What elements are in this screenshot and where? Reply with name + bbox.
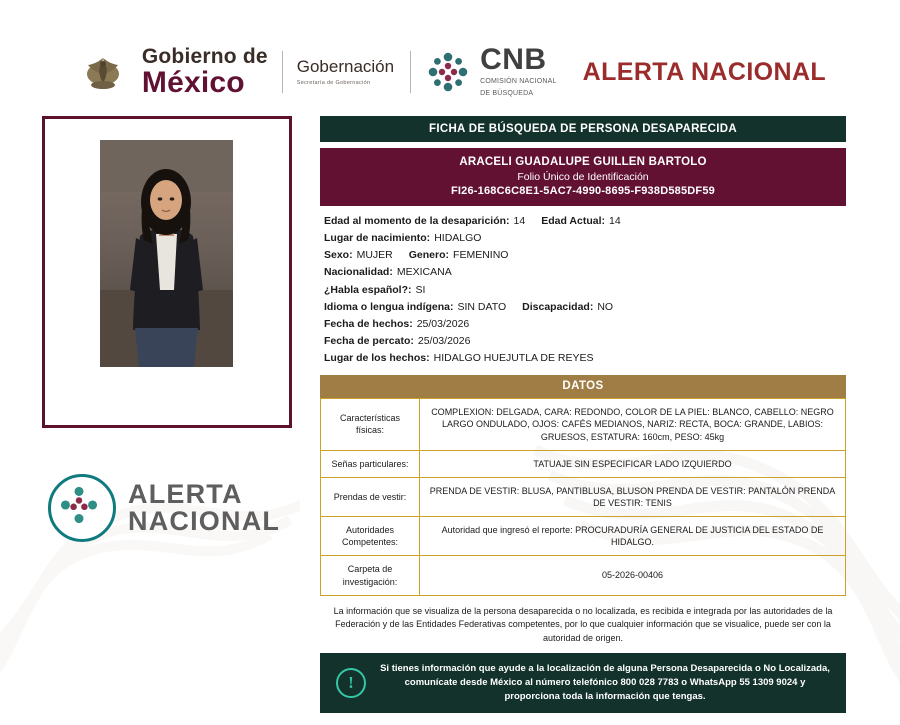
field-label: Fecha de percato: xyxy=(324,334,414,347)
field-label-2: Genero: xyxy=(408,249,450,262)
datos-value: COMPLEXION: DELGADA, CARA: REDONDO, COLOR DE LA PIEL: BLANCO, CABELLO: NEGRO LARGO ONDULADO, OJOS: CAFÉS MEDIANOS, NARIZ: RECTA, BOCA: GRANDE, LABIOS: GRUESOS, ESTATURA: 160cm, PESO: 45kg xyxy=(420,399,846,450)
contact-bar xyxy=(320,653,846,713)
field-row xyxy=(324,232,844,246)
gob-top-text: Gobierno de xyxy=(141,45,268,68)
badge-line-1: ALERTA xyxy=(128,478,243,509)
datos-key: Autoridades Competentes: xyxy=(321,517,420,556)
field-value-2: 14 xyxy=(609,215,621,227)
field-value: SI xyxy=(415,283,426,296)
gobernacion-subtext: Secretaría de Gobernación xyxy=(296,79,371,86)
datos-value: Autoridad que ingresó el reporte: PROCURADURÍA GENERAL DE JUSTICIA DEL ESTADO DE HIDALGO. xyxy=(420,517,846,556)
gob-bottom-text: México xyxy=(141,66,245,99)
datos-section-header: DATOS xyxy=(320,375,846,398)
field-row xyxy=(324,215,844,229)
table-row xyxy=(321,556,846,595)
contact-text: Si tienes información que ayude a la localización de alguna Persona Desaparecida o No Localizada, comunícate desde México al número telefónico 800 028 7783 o WhatsApp 55 1309 9024 y proporciona toda la información que tengas. xyxy=(380,663,830,702)
field-label: Lugar de nacimiento: xyxy=(324,232,431,245)
photo-frame xyxy=(42,116,292,428)
page-header xyxy=(0,38,900,106)
field-label: Edad al momento de la desaparición: xyxy=(324,215,510,227)
alerta-nacional-badge xyxy=(48,470,288,545)
field-label-2: Discapacidad: xyxy=(522,300,594,313)
datos-value: 05-2026-00406 xyxy=(420,556,846,595)
field-row xyxy=(324,284,844,298)
field-value: MEXICANA xyxy=(396,266,452,279)
field-value: 14 xyxy=(513,215,526,227)
field-label: Sexo: xyxy=(324,249,353,262)
folio-label: Folio Único de Identificación xyxy=(517,171,649,183)
field-value: SIN DATO xyxy=(457,300,507,313)
datos-key: Carpeta de investigación: xyxy=(321,556,420,595)
field-label-2: Edad Actual: xyxy=(541,215,606,227)
alerta-nacional-title: ALERTA NACIONAL xyxy=(582,57,827,86)
ficha-title-bar: FICHA DE BÚSQUEDA DE PERSONA DESAPARECIDA xyxy=(320,116,846,142)
header-divider-1 xyxy=(282,51,283,93)
cnb-logo-icon xyxy=(425,49,471,95)
table-row xyxy=(321,450,846,477)
person-photo xyxy=(100,140,233,367)
field-row xyxy=(324,335,844,349)
field-value-2: FEMENINO xyxy=(453,249,509,262)
basic-fields xyxy=(320,206,846,375)
datos-key: Prendas de vestir: xyxy=(321,477,420,516)
field-label: ¿Habla español?: xyxy=(324,283,412,296)
field-value: MUJER xyxy=(356,249,393,262)
datos-value: TATUAJE SIN ESPECIFICAR LADO IZQUIERDO xyxy=(420,450,846,477)
disclaimer-text: La información que se visualiza de la persona desaparecida o no localizada, es recibida e integrada por las autoridades de la Federación y de las Entidades Federativas competentes, por lo que cualquier información que se visualice, puede ser con la autoridad de origen. xyxy=(333,605,833,643)
person-identity-bar xyxy=(320,148,846,206)
field-row xyxy=(324,352,844,366)
field-row xyxy=(324,301,844,315)
record-panel xyxy=(320,116,846,713)
gobernacion-text: Gobernación xyxy=(296,57,395,77)
datos-key: Características físicas: xyxy=(321,399,420,450)
field-label: Lugar de los hechos: xyxy=(324,352,430,365)
field-value: HIDALGO xyxy=(434,232,482,245)
cnb-sub-line2: DE BÚSQUEDA xyxy=(480,90,534,97)
field-value: 25/03/2026 xyxy=(416,317,470,330)
exclamation-icon: ! xyxy=(336,668,366,698)
field-value: 25/03/2026 xyxy=(417,334,471,347)
field-row xyxy=(324,318,844,332)
gobernacion-wordmark xyxy=(297,58,394,86)
alerta-nacional-people-icon xyxy=(48,474,116,542)
datos-value: PRENDA DE VESTIR: BLUSA, PANTIBLUSA, BLUSON PRENDA DE VESTIR: PANTALÓN PRENDA DE VESTIR: TENIS xyxy=(420,477,846,516)
folio-value: FI26-168C6C8E1-5AC7-4990-8695-F938D585DF59 xyxy=(451,185,715,197)
field-label: Idioma o lengua indígena: xyxy=(324,300,454,313)
field-value: HIDALGO HUEJUTLA DE REYES xyxy=(433,352,594,365)
badge-line-2: NACIONAL xyxy=(128,505,281,536)
cnb-sub-line1: COMISIÓN NACIONAL xyxy=(480,78,557,86)
field-label: Fecha de hechos: xyxy=(324,317,413,330)
gobierno-de-mexico-wordmark xyxy=(142,46,268,98)
field-label: Nacionalidad: xyxy=(324,266,393,279)
datos-table xyxy=(320,398,846,595)
header-divider-2 xyxy=(410,51,411,93)
table-row xyxy=(321,399,846,450)
person-name: ARACELI GUADALUPE GUILLEN BARTOLO xyxy=(459,156,707,168)
table-row xyxy=(321,517,846,556)
field-row xyxy=(324,266,844,280)
datos-key: Señas particulares: xyxy=(321,450,420,477)
field-row xyxy=(324,249,844,263)
alerta-badge-text xyxy=(128,478,281,536)
table-row xyxy=(321,477,846,516)
mexican-eagle-icon xyxy=(74,52,132,92)
field-value-2: NO xyxy=(597,300,614,313)
cnb-wordmark xyxy=(480,45,557,99)
cnb-acronym: CNB xyxy=(480,43,547,77)
